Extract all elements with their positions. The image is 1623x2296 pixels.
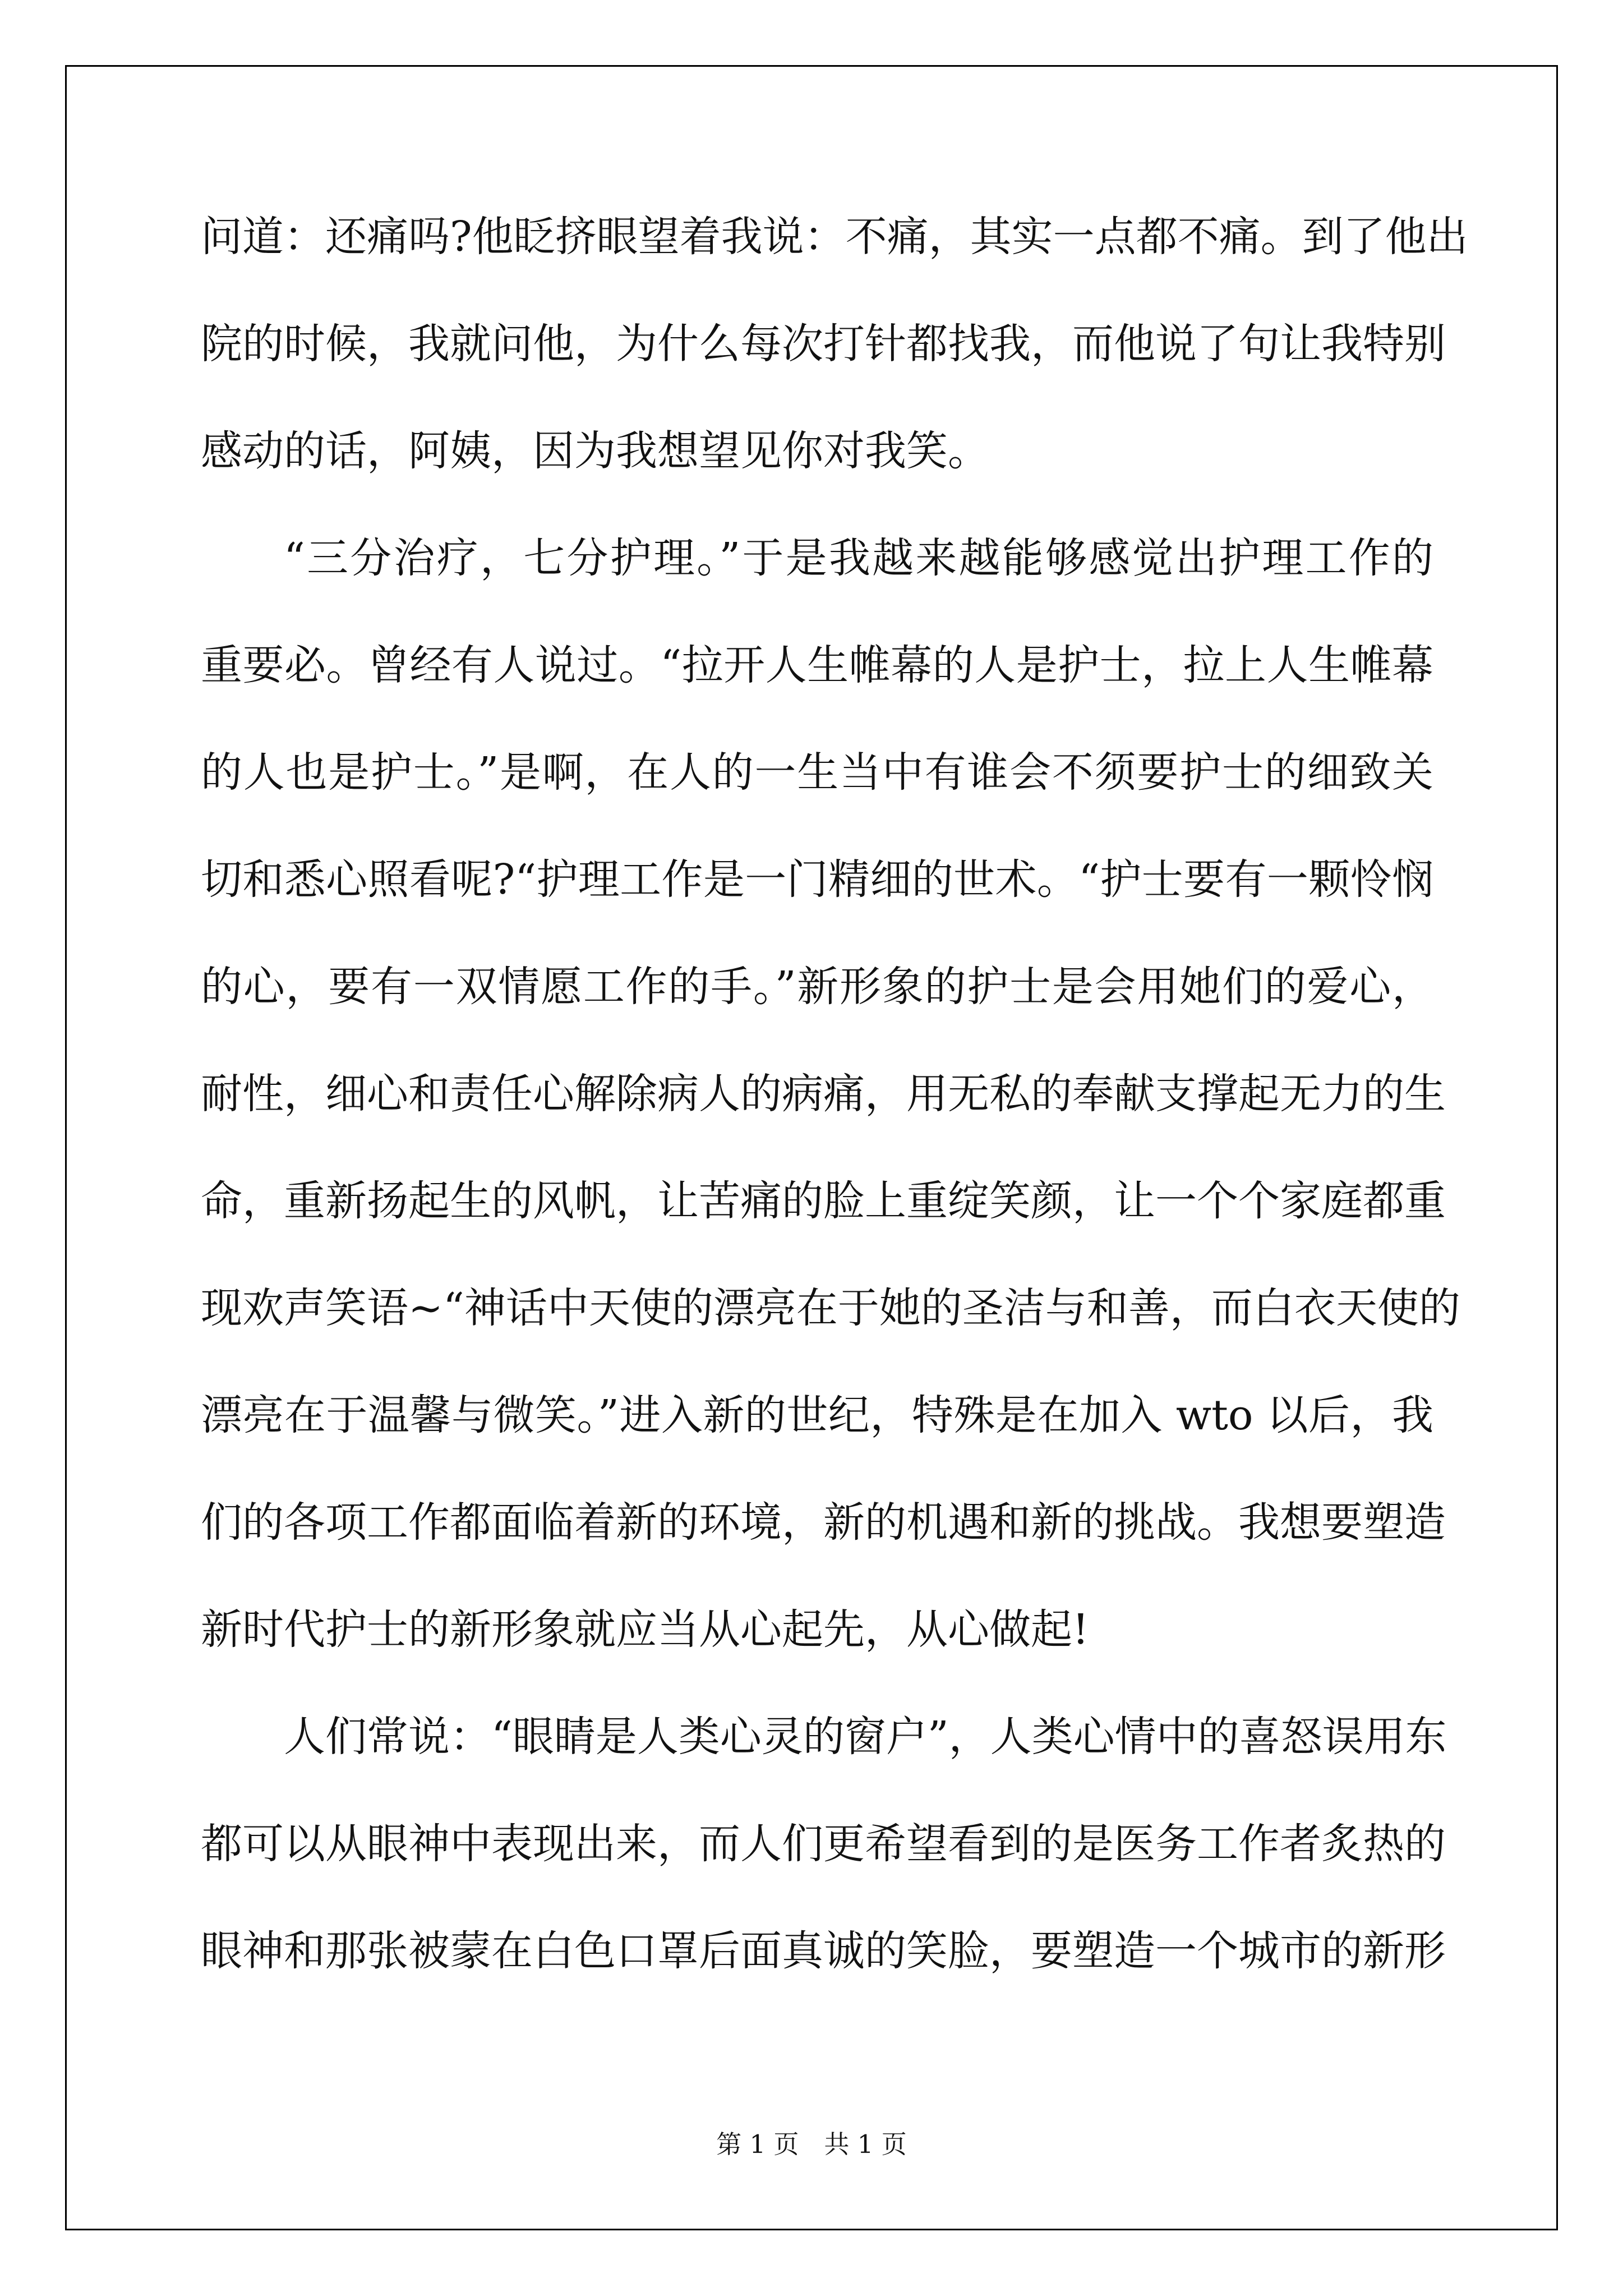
text-line-17: 眼神和那张被蒙在白色口罩后面真诚的笑脸，要塑造一个城市的新形: [201, 1927, 1446, 1975]
text-line-3: 感动的话，阿姨，因为我想望见你对我笑。: [201, 427, 989, 475]
text-line-16: 都可以从眼神中表现出来，而人们更希望看到的是医务工作者炙热的: [201, 1820, 1446, 1868]
text-line-1: 问道：还痛吗?他眨挤眼望着我说：不痛，其实一点都不痛。到了他出: [201, 213, 1468, 261]
text-line-15: 人们常说：“眼睛是人类心灵的窗户”，人类心情中的喜怒误用东: [284, 1713, 1447, 1761]
text-line-12: 漂亮在于温馨与微笑。”进入新的世纪，特殊是在加入 wto 以后，我: [201, 1391, 1433, 1439]
page-footer: 第 1 页 共 1 页: [716, 2129, 907, 2159]
text-line-6: 的人也是护士。”是啊，在人的一生当中有谁会不须要护士的细致关: [201, 748, 1433, 797]
text-line-9: 耐性，细心和责任心解除病人的病痛，用无私的奉献支撑起无力的生: [201, 1070, 1446, 1118]
document-body: [201, 209, 1468, 2030]
text-line-11: 现欢声笑语~“神话中天使的漂亮在于她的圣洁与和善，而白衣天使的: [201, 1284, 1460, 1332]
text-line-13: 们的各项工作都面临着新的环境，新的机遇和新的挑战。我想要塑造: [201, 1498, 1446, 1547]
text-line-14: 新时代护士的新形象就应当从心起先，从心做起!: [201, 1605, 1089, 1654]
text-line-10: 命，重新扬起生的风帆，让苦痛的脸上重绽笑颜，让一个个家庭都重: [201, 1177, 1446, 1225]
text-line-7: 切和悉心照看呢?“护理工作是一门精细的世术。“护士要有一颗怜悯: [201, 855, 1433, 904]
text-line-4: “三分治疗，七分护理。”于是我越来越能够感觉出护理工作的: [284, 534, 1433, 582]
text-line-2: 院的时候，我就问他，为什么每次打针都找我，而他说了句让我特别: [201, 320, 1446, 368]
text-line-5: 重要必。曾经有人说过。“拉开人生帷幕的人是护士，拉上人生帷幕: [201, 641, 1433, 689]
text-line-8: 的心，要有一双情愿工作的手。”新形象的护士是会用她们的爱心，: [201, 963, 1433, 1011]
